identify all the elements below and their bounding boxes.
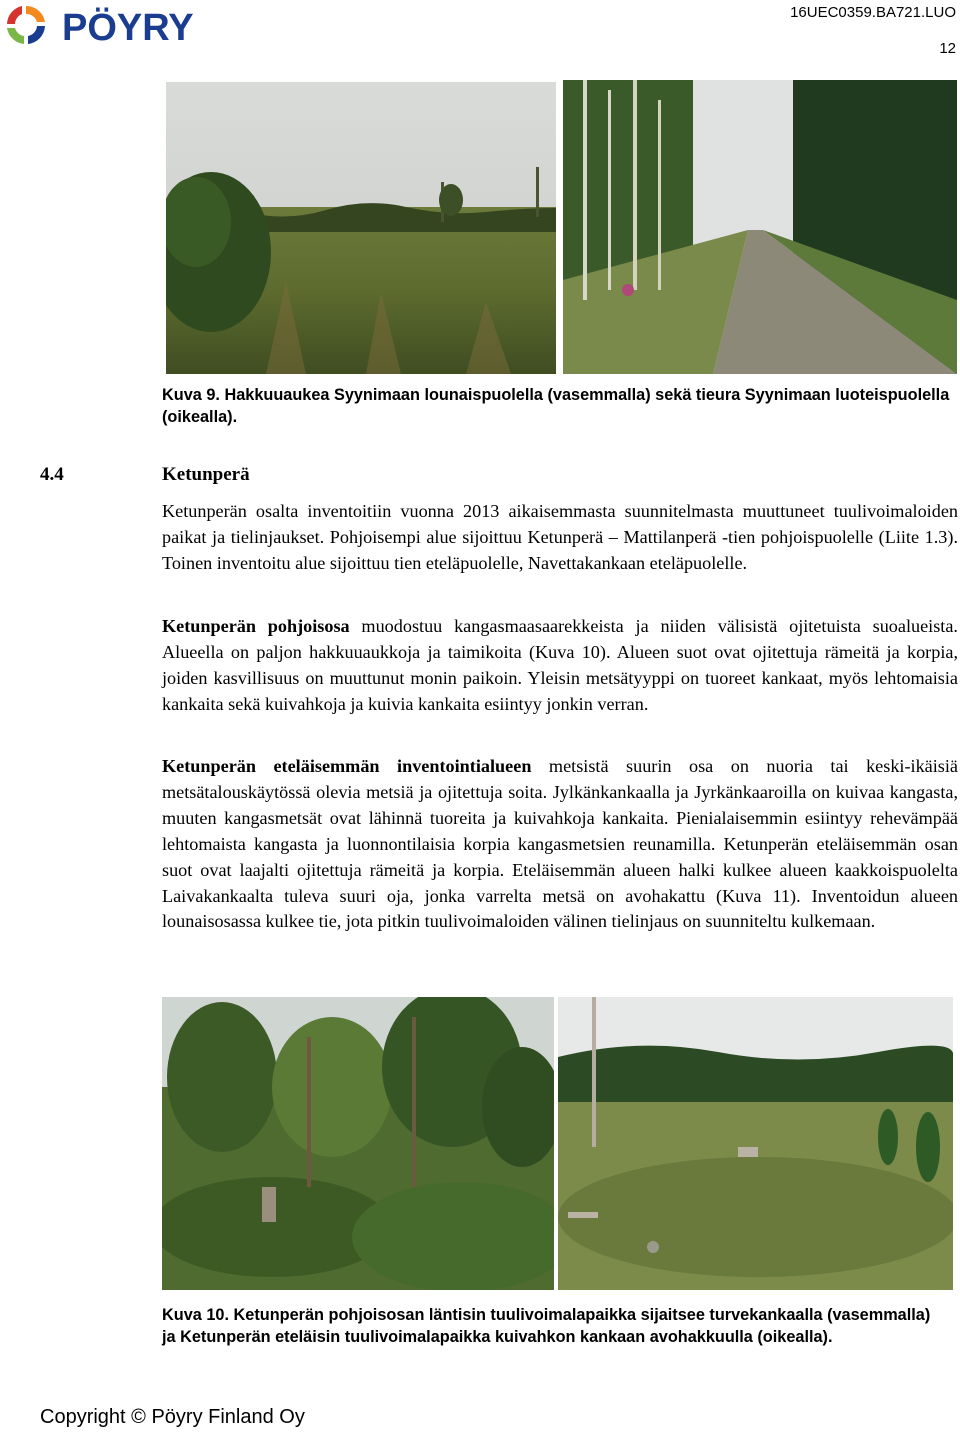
poyry-logo	[4, 2, 254, 48]
paragraph-3-bold: Ketunperän eteläisemmän inventointialueen	[162, 756, 532, 776]
paragraph-2-bold: Ketunperän pohjoisosa	[162, 616, 350, 636]
logo-swirl-icon	[7, 6, 45, 44]
logo-wordmark: PÖYRY	[62, 7, 194, 48]
figure-9-label: Kuva 9.	[162, 386, 220, 404]
figure-9-text: Hakkuuaukea Syynimaan lounaispuolella (vasemmalla) sekä tieura Syynimaan luoteispuolella (oikealla).	[162, 386, 950, 426]
photo-clearcut-meadow	[166, 82, 556, 374]
figure-10-label: Kuva 10.	[162, 1306, 229, 1324]
paragraph-2-text: muodostuu kangasmaasaarekkeista ja niiden välisistä ojitetuista suoalueista. Alueella on paljon hakkuuaukkoja ja taimikoita (Kuva 10). Alueen suot ovat ojitettuja rämeitä ja korpia, joiden kasvillisuus on muuttunut monin paikoin. Yleisin metsätyyppi on tuoreet kankaat, myös lehtomaisia kankaita sekä kuivahkoja ja kuivia kankaita esiintyy jonkin verran.	[162, 616, 958, 714]
paragraph-1: Ketunperän osalta inventoitiin vuonna 2013 aikaisemmasta suunnitelmasta muuttuneet tuulivoimaloiden paikat ja tielinjaukset. Pohjoisempi alue sijoittuu Ketunperä – Mattilanperä -tien pohjoispuolelle (Liite 1.3). Toinen inventoitu alue sijoittuu tien eteläpuolelle, Navettakankaan eteläpuolelle.	[162, 501, 958, 573]
document-code: 16UEC0359.BA721.LUO	[790, 4, 956, 21]
photo-clearcut-heath	[558, 997, 953, 1290]
figure-10-caption	[162, 1304, 942, 1348]
footer-copyright: Copyright © Pöyry Finland Oy	[40, 1406, 305, 1428]
photo-forest-road	[563, 80, 957, 374]
paragraph-2	[162, 614, 958, 718]
photo-peatland-forest	[162, 997, 554, 1290]
figure-10-text: Ketunperän pohjoisosan läntisin tuulivoimalapaikka sijaitsee turvekankaalla (vasemmalla) ja Ketunperän eteläisin tuulivoimalapaikka kuivahkon kankaan avohakkuulla (oikealla).	[162, 1306, 931, 1346]
figure-9-caption	[162, 384, 952, 428]
section-number: 4.4	[40, 464, 64, 485]
paragraph-3	[162, 754, 958, 935]
section-title: Ketunperä	[162, 464, 250, 485]
page-number: 12	[939, 40, 956, 57]
paragraph-3-text: metsistä suurin osa on nuoria tai keski-ikäisiä metsätalouskäytössä olevia metsiä ja ojitettuja soita. Jylkänkankaalla ja Jyrkänkaaroilla on kuivaa kangasta, muuten kangasmetsät ovat lähinnä tuoreita ja kuivahkoja kankaita. Pienialaisemmin esiintyy rehevämpää lehtomaista kangasta ja luonnontilaisia korpia kangasmetsien reunamilla. Ketunperän eteläisemmän osan suot ovat laajalti ojitettuja rämeitä ja korpia. Eteläisemmän alueen halki kulkee alueen kaakkoispuolelta Laivakankaalta tuleva suuri oja, jonka varrelta metsä on avohakattu (Kuva 11). Inventoidun alueen lounaisosassa kulkee tie, jota pitkin tuulivoimaloiden välinen tielinjaus on suunniteltu kulkemaan.	[162, 756, 958, 932]
